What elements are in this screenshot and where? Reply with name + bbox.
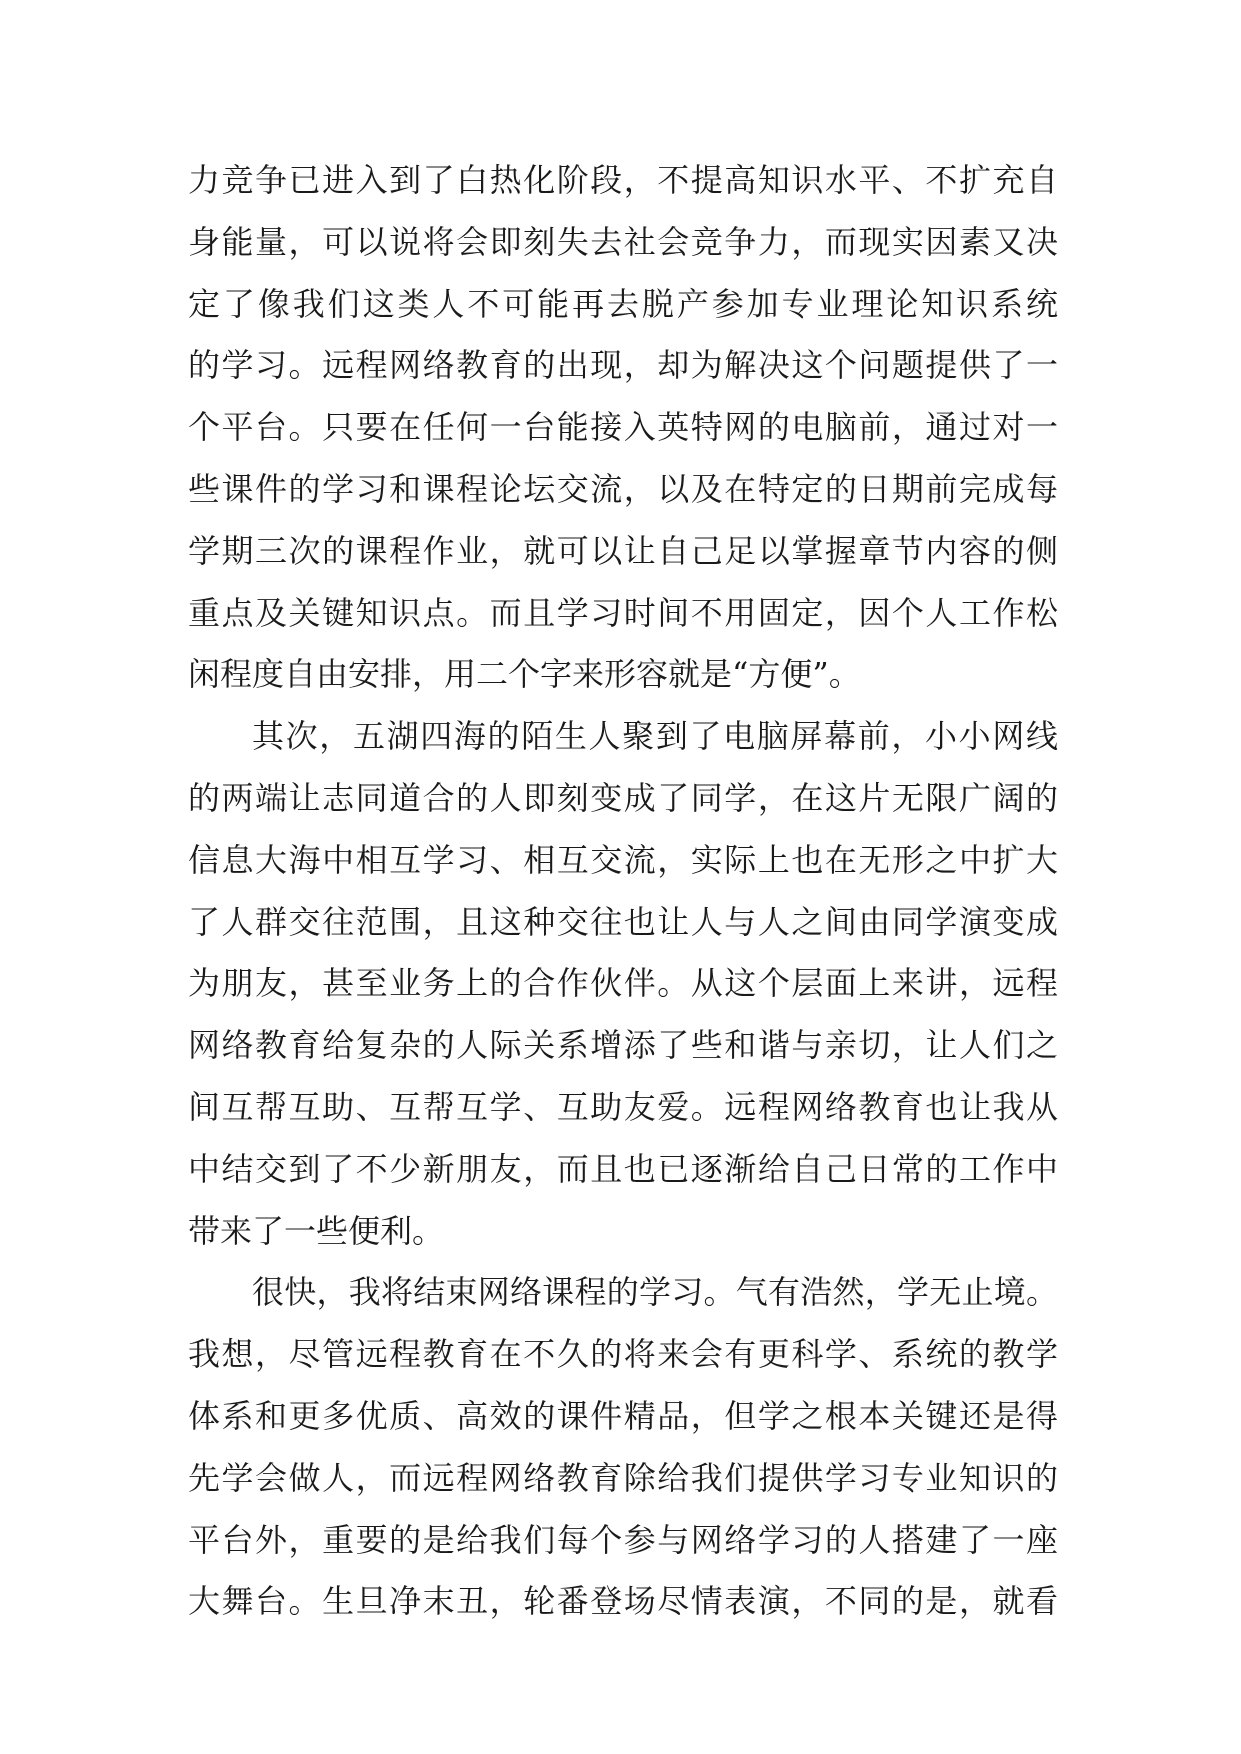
text-line: 带来了一些便利。	[188, 1211, 445, 1250]
text-line: 平台外，重要的是给我们每个参与网络学习的人搭建了一座	[188, 1520, 1058, 1559]
text-line: 网络教育给复杂的人际关系增添了些和谐与亲切，让人们之	[188, 1026, 1058, 1065]
text-line: 的两端让志同道合的人即刻变成了同学，在这片无限广阔的	[188, 778, 1058, 817]
text-line: 闲程度自由安排，用二个字来形容就是“方便”。	[188, 655, 861, 694]
text-line: 先学会做人，而远程网络教育除给我们提供学习专业知识的	[188, 1458, 1058, 1497]
text-line: 很快，我将结束网络课程的学习。气有浩然，学无止境。	[252, 1273, 1058, 1312]
paragraph-1	[188, 150, 1058, 706]
body-text	[188, 150, 1058, 1633]
text-line: 重点及关键知识点。而且学习时间不用固定，因个人工作松	[188, 593, 1058, 632]
text-line: 大舞台。生旦净末丑，轮番登场尽情表演，不同的是，就看	[188, 1582, 1058, 1621]
text-line: 信息大海中相互学习、相互交流，实际上也在无形之中扩大	[188, 840, 1058, 879]
text-line: 间互帮互助、互帮互学、互助友爱。远程网络教育也让我从	[188, 1087, 1058, 1126]
text-line: 学期三次的课程作业，就可以让自己足以掌握章节内容的侧	[188, 531, 1058, 570]
text-line: 体系和更多优质、高效的课件精品，但学之根本关键还是得	[188, 1396, 1058, 1435]
text-line: 力竞争已进入到了白热化阶段，不提高知识水平、不扩充自	[188, 161, 1058, 199]
paragraph-3	[188, 1262, 1058, 1633]
text-line: 个平台。只要在任何一台能接入英特网的电脑前，通过对一	[188, 408, 1058, 447]
text-line: 为朋友，甚至业务上的合作伙伴。从这个层面上来讲，远程	[188, 964, 1058, 1003]
text-line: 其次，五湖四海的陌生人聚到了电脑屏幕前，小小网线	[252, 717, 1058, 756]
text-line: 的学习。远程网络教育的出现，却为解决这个问题提供了一	[188, 346, 1058, 385]
text-line: 了人群交往范围，且这种交往也让人与人之间由同学演变成	[188, 902, 1058, 941]
text-line: 身能量，可以说将会即刻失去社会竞争力，而现实因素又决	[188, 222, 1058, 261]
text-line: 些课件的学习和课程论坛交流，以及在特定的日期前完成每	[188, 469, 1058, 508]
text-line: 我想，尽管远程教育在不久的将来会有更科学、系统的教学	[188, 1335, 1058, 1374]
text-line: 中结交到了不少新朋友，而且也已逐渐给自己日常的工作中	[188, 1149, 1058, 1188]
text-line: 定了像我们这类人不可能再去脱产参加专业理论知识系统	[188, 284, 1058, 323]
paragraph-2	[188, 706, 1058, 1262]
